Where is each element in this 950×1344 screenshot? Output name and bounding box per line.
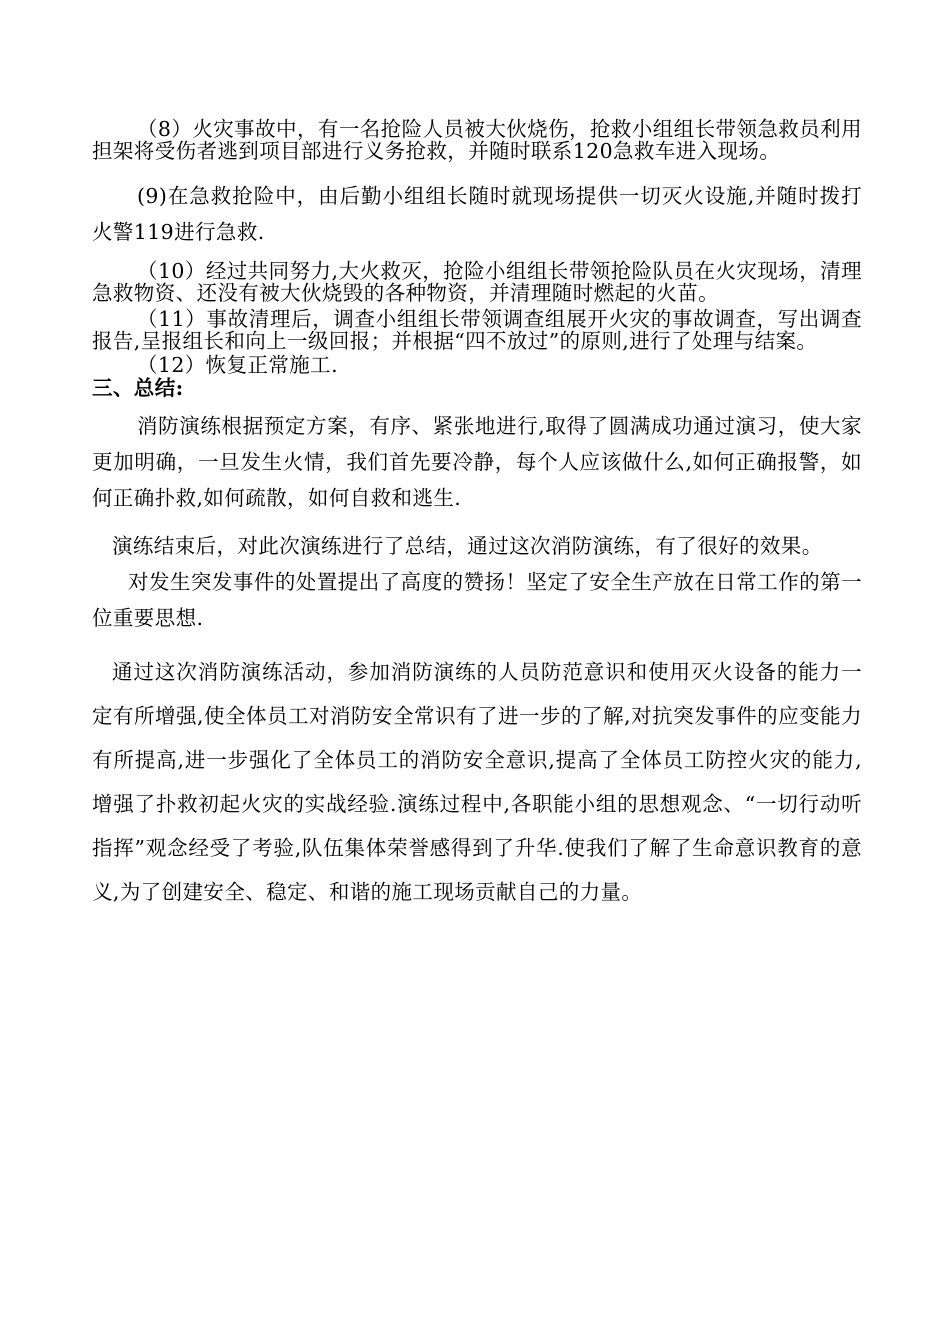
- summary-paragraph-3: 对发生突发事件的处置提出了高度的赞扬！坚定了安全生产放在日常工作的第一位重要思想.: [92, 570, 862, 630]
- paragraph-item-9: (9)在急救抢险中，由后勤小组组长随时就现场提供一切灭火设施,并随时拨打火警119进行急救.: [92, 184, 862, 244]
- paragraph-item-8: （8）火灾事故中，有一名抢险人员被大伙烧伤，抢救小组组长带领急救员利用担架将受伤者逃到项目部进行义务抢救，并随时联系120急救车进入现场。: [92, 117, 862, 163]
- summary-paragraph-1: 消防演练根据预定方案，有序、紧张地进行,取得了圆满成功通过演习，使大家更加明确，一旦发生火情，我们首先要冷静，每个人应该做什么,如何正确报警，如何正确扑救,如何疏散，如何自救和逃生.: [92, 414, 862, 510]
- summary-paragraph-4: 通过这次消防演练活动，参加消防演练的人员防范意识和使用灭火设备的能力一定有所增强,使全体员工对消防安全常识有了进一步的了解,对抗突发事件的应变能力有所提高,进一步强化了全体员工的消防安全意识,提高了全体员工防控火灾的能力,增强了扑救初起火灾的实战经验.演练过程中,各职能小组的思想观念、“一切行动听指挥”观念经受了考验,队伍集体荣誉感得到了升华.使我们了解了生命意识教育的意义,为了创建安全、稳定、和谐的施工现场贡献自己的力量。: [92, 660, 862, 904]
- document-page: [92, 118, 862, 914]
- paragraph-item-11: （11）事故清理后，调查小组组长带领调查组展开火灾的事故调查，写出调查报告,呈报组长和向上一级回报；并根据“四不放过”的原则,进行了处理与结案。: [92, 307, 862, 353]
- paragraph-item-12: （12）恢复正常施工.: [137, 353, 339, 377]
- section-heading-summary: 三、总结:: [92, 376, 184, 400]
- paragraph-item-10: （10）经过共同努力,大火救灭，抢险小组组长带领抢险队员在火灾现场，清理急救物资、还没有被大伙烧毁的各种物资，并清理随时燃起的火苗。: [92, 259, 862, 305]
- summary-paragraph-2: 演练结束后，对此次演练进行了总结，通过这次消防演练，有了很好的效果。: [112, 534, 823, 558]
